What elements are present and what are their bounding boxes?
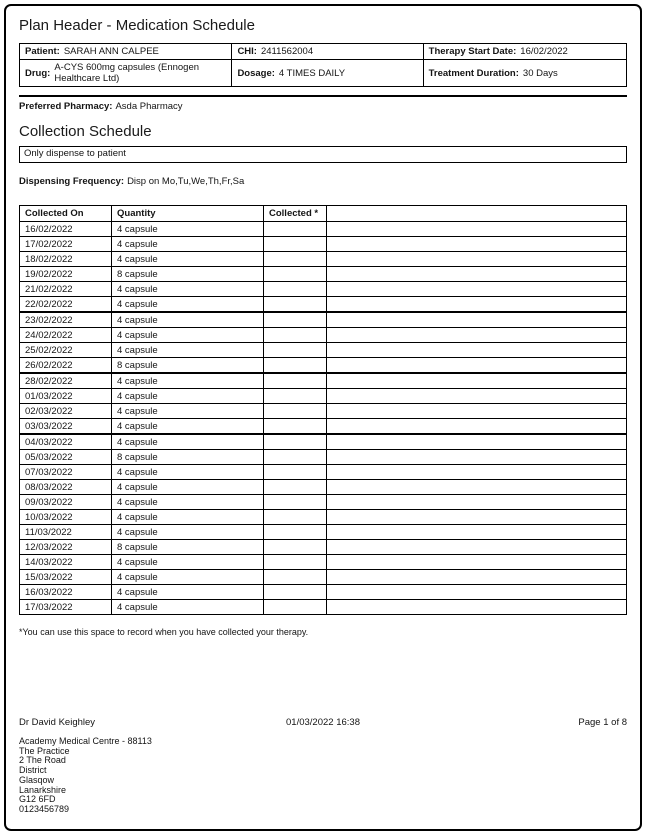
table-row: [20, 297, 627, 313]
table-row: [20, 419, 627, 435]
quantity-cell: 8 capsule: [112, 540, 264, 555]
table-row: [20, 222, 627, 237]
table-row: [20, 465, 627, 480]
collected-cell: [264, 419, 327, 435]
notes-cell: [327, 373, 627, 389]
notes-cell: [327, 540, 627, 555]
collected-on-cell: 17/02/2022: [20, 237, 112, 252]
dosage-label: Dosage:: [237, 67, 275, 79]
table-row: [20, 312, 627, 328]
table-row: [20, 404, 627, 419]
collected-cell: [264, 237, 327, 252]
dispensing-frequency-value: Disp on Mo,Tu,We,Th,Fr,Sa: [127, 176, 245, 187]
table-row: [20, 450, 627, 465]
table-row: [20, 358, 627, 374]
quantity-cell: 4 capsule: [112, 465, 264, 480]
collected-on-cell: 15/03/2022: [20, 570, 112, 585]
notes-cell: [327, 525, 627, 540]
collected-on-cell: 19/02/2022: [20, 267, 112, 282]
collected-cell: [264, 222, 327, 237]
collected-on-cell: 10/03/2022: [20, 510, 112, 525]
collected-on-cell: 16/02/2022: [20, 222, 112, 237]
table-row: [20, 480, 627, 495]
collected-cell: [264, 252, 327, 267]
patient-value: SARAH ANN CALPEE: [63, 46, 159, 57]
table-row: [20, 434, 627, 450]
address-line: 0123456789: [19, 803, 70, 814]
notes-cell: [327, 358, 627, 374]
print-timestamp: 01/03/2022 16:38: [286, 717, 360, 728]
chi-value: 2411562004: [260, 46, 314, 57]
address-line: The Practice: [19, 745, 70, 756]
quantity-cell: 4 capsule: [112, 237, 264, 252]
quantity-cell: 4 capsule: [112, 600, 264, 615]
therapy-start-value: 16/02/2022: [520, 46, 568, 57]
collected-cell: [264, 282, 327, 297]
table-row: [20, 585, 627, 600]
collected-cell: [264, 328, 327, 343]
collected-cell: [264, 510, 327, 525]
collected-on-cell: 28/02/2022: [20, 373, 112, 389]
collected-cell: [264, 297, 327, 313]
notes-cell: [327, 450, 627, 465]
collected-cell: [264, 373, 327, 389]
quantity-cell: 4 capsule: [112, 343, 264, 358]
preferred-pharmacy-label: Preferred Pharmacy:: [19, 101, 113, 112]
collected-on-cell: 12/03/2022: [20, 540, 112, 555]
chi-cell: [232, 44, 423, 60]
patient-label: Patient:: [25, 46, 60, 57]
quantity-cell: 4 capsule: [112, 585, 264, 600]
table-row: [20, 328, 627, 343]
notes-cell: [327, 312, 627, 328]
address-line: Glasqow: [19, 774, 55, 785]
collected-on-cell: 11/03/2022: [20, 525, 112, 540]
collected-cell: [264, 434, 327, 450]
dispense-note: Only dispense to patient: [19, 146, 627, 163]
practice-address: [19, 737, 627, 815]
collection-footnote: *You can use this space to record when you have collected your therapy.: [19, 627, 309, 637]
collected-on-cell: 21/02/2022: [20, 282, 112, 297]
collected-cell: [264, 389, 327, 404]
collected-cell: [264, 404, 327, 419]
collected-cell: [264, 450, 327, 465]
collected-on-cell: 01/03/2022: [20, 389, 112, 404]
collected-on-cell: 02/03/2022: [20, 404, 112, 419]
quantity-header: Quantity: [112, 206, 264, 222]
collected-cell: [264, 480, 327, 495]
drug-value: A-CYS 600mg capsules (Ennogen Healthcare Ltd): [54, 62, 200, 84]
collected-on-cell: 05/03/2022: [20, 450, 112, 465]
collected-cell: [264, 600, 327, 615]
collected-on-cell: 23/02/2022: [20, 312, 112, 328]
table-row: [20, 373, 627, 389]
table-row: [20, 540, 627, 555]
collected-cell: [264, 525, 327, 540]
patient-info-table: [19, 43, 627, 87]
notes-cell: [327, 237, 627, 252]
table-row: [20, 510, 627, 525]
notes-cell: [327, 600, 627, 615]
notes-cell: [327, 570, 627, 585]
notes-cell: [327, 222, 627, 237]
quantity-cell: 4 capsule: [112, 312, 264, 328]
preferred-pharmacy: [19, 101, 627, 112]
document-page: [4, 4, 642, 831]
notes-cell: [327, 404, 627, 419]
collection-table-body: [20, 222, 627, 615]
patient-cell: [20, 44, 232, 60]
notes-cell: [327, 267, 627, 282]
quantity-cell: 4 capsule: [112, 419, 264, 435]
collected-on-cell: 14/03/2022: [20, 555, 112, 570]
address-line: Academy Medical Centre - 88113: [19, 736, 152, 746]
notes-cell: [327, 434, 627, 450]
notes-cell: [327, 465, 627, 480]
quantity-cell: 4 capsule: [112, 297, 264, 313]
page-number: Page 1 of 8: [578, 717, 628, 728]
table-row: [20, 600, 627, 615]
table-row: [20, 44, 627, 60]
notes-cell: [327, 555, 627, 570]
table-row: [20, 267, 627, 282]
quantity-cell: 4 capsule: [112, 555, 264, 570]
preferred-pharmacy-value: Asda Pharmacy: [115, 101, 183, 112]
therapy-start-label: Therapy Start Date:: [428, 46, 517, 57]
divider: [19, 95, 627, 97]
notes-cell: [327, 252, 627, 267]
collected-on-cell: 07/03/2022: [20, 465, 112, 480]
page-title: Plan Header - Medication Schedule: [19, 17, 255, 34]
collected-header: Collected *: [264, 206, 327, 222]
duration-label: Treatment Duration:: [428, 67, 519, 79]
quantity-cell: 4 capsule: [112, 252, 264, 267]
quantity-cell: 8 capsule: [112, 267, 264, 282]
table-row: [20, 555, 627, 570]
collected-cell: [264, 312, 327, 328]
therapy-start-cell: [423, 44, 626, 60]
table-row: [20, 525, 627, 540]
quantity-cell: 4 capsule: [112, 434, 264, 450]
collected-cell: [264, 465, 327, 480]
collected-cell: [264, 540, 327, 555]
quantity-cell: 8 capsule: [112, 358, 264, 374]
collected-on-header: Collected On: [20, 206, 112, 222]
address-line: 2 The Road: [19, 755, 66, 766]
collection-table: [19, 205, 627, 615]
notes-cell: [327, 389, 627, 404]
quantity-cell: 4 capsule: [112, 510, 264, 525]
address-line: G12 6FD: [19, 794, 56, 805]
notes-cell: [327, 585, 627, 600]
table-row: [20, 570, 627, 585]
quantity-cell: 4 capsule: [112, 389, 264, 404]
notes-cell: [327, 297, 627, 313]
dosage-cell: [232, 60, 423, 87]
quantity-cell: 4 capsule: [112, 282, 264, 297]
notes-cell: [327, 419, 627, 435]
quantity-cell: 4 capsule: [112, 495, 264, 510]
notes-cell: [327, 343, 627, 358]
table-row: [20, 60, 627, 87]
table-row: [20, 237, 627, 252]
collected-on-cell: 09/03/2022: [20, 495, 112, 510]
address-line: District: [19, 765, 47, 776]
collected-on-cell: 08/03/2022: [20, 480, 112, 495]
collected-cell: [264, 555, 327, 570]
dispensing-frequency-label: Dispensing Frequency:: [19, 176, 125, 187]
collected-cell: [264, 585, 327, 600]
drug-label: Drug:: [25, 67, 51, 79]
quantity-cell: 4 capsule: [112, 328, 264, 343]
quantity-cell: 4 capsule: [112, 570, 264, 585]
collected-on-cell: 25/02/2022: [20, 343, 112, 358]
collected-on-cell: 03/03/2022: [20, 419, 112, 435]
collected-on-cell: 16/03/2022: [20, 585, 112, 600]
duration-cell: [423, 60, 626, 87]
notes-header: [327, 206, 627, 222]
collected-cell: [264, 267, 327, 282]
notes-cell: [327, 328, 627, 343]
table-row: [20, 343, 627, 358]
dispensing-frequency: [19, 176, 627, 187]
table-row: [20, 495, 627, 510]
quantity-cell: 8 capsule: [112, 450, 264, 465]
collected-cell: [264, 495, 327, 510]
collected-cell: [264, 358, 327, 374]
notes-cell: [327, 282, 627, 297]
quantity-cell: 4 capsule: [112, 525, 264, 540]
page-footer: [19, 717, 627, 728]
collected-on-cell: 17/03/2022: [20, 600, 112, 615]
quantity-cell: 4 capsule: [112, 222, 264, 237]
table-header-row: [20, 206, 627, 222]
chi-label: CHI:: [237, 46, 257, 57]
table-row: [20, 252, 627, 267]
dosage-value: 4 TIMES DAILY: [278, 67, 346, 79]
collected-on-cell: 22/02/2022: [20, 297, 112, 313]
duration-value: 30 Days: [522, 67, 558, 79]
drug-cell: [20, 60, 232, 87]
quantity-cell: 4 capsule: [112, 404, 264, 419]
quantity-cell: 4 capsule: [112, 480, 264, 495]
notes-cell: [327, 510, 627, 525]
collected-on-cell: 26/02/2022: [20, 358, 112, 374]
collected-on-cell: 24/02/2022: [20, 328, 112, 343]
notes-cell: [327, 480, 627, 495]
collection-schedule-heading: Collection Schedule: [19, 123, 152, 140]
collected-on-cell: 18/02/2022: [20, 252, 112, 267]
quantity-cell: 4 capsule: [112, 373, 264, 389]
notes-cell: [327, 495, 627, 510]
table-row: [20, 389, 627, 404]
table-row: [20, 282, 627, 297]
collected-on-cell: 04/03/2022: [20, 434, 112, 450]
doctor-name: Dr David Keighley: [19, 717, 96, 728]
address-line: Lanarkshire: [19, 784, 67, 795]
collected-cell: [264, 343, 327, 358]
collected-cell: [264, 570, 327, 585]
